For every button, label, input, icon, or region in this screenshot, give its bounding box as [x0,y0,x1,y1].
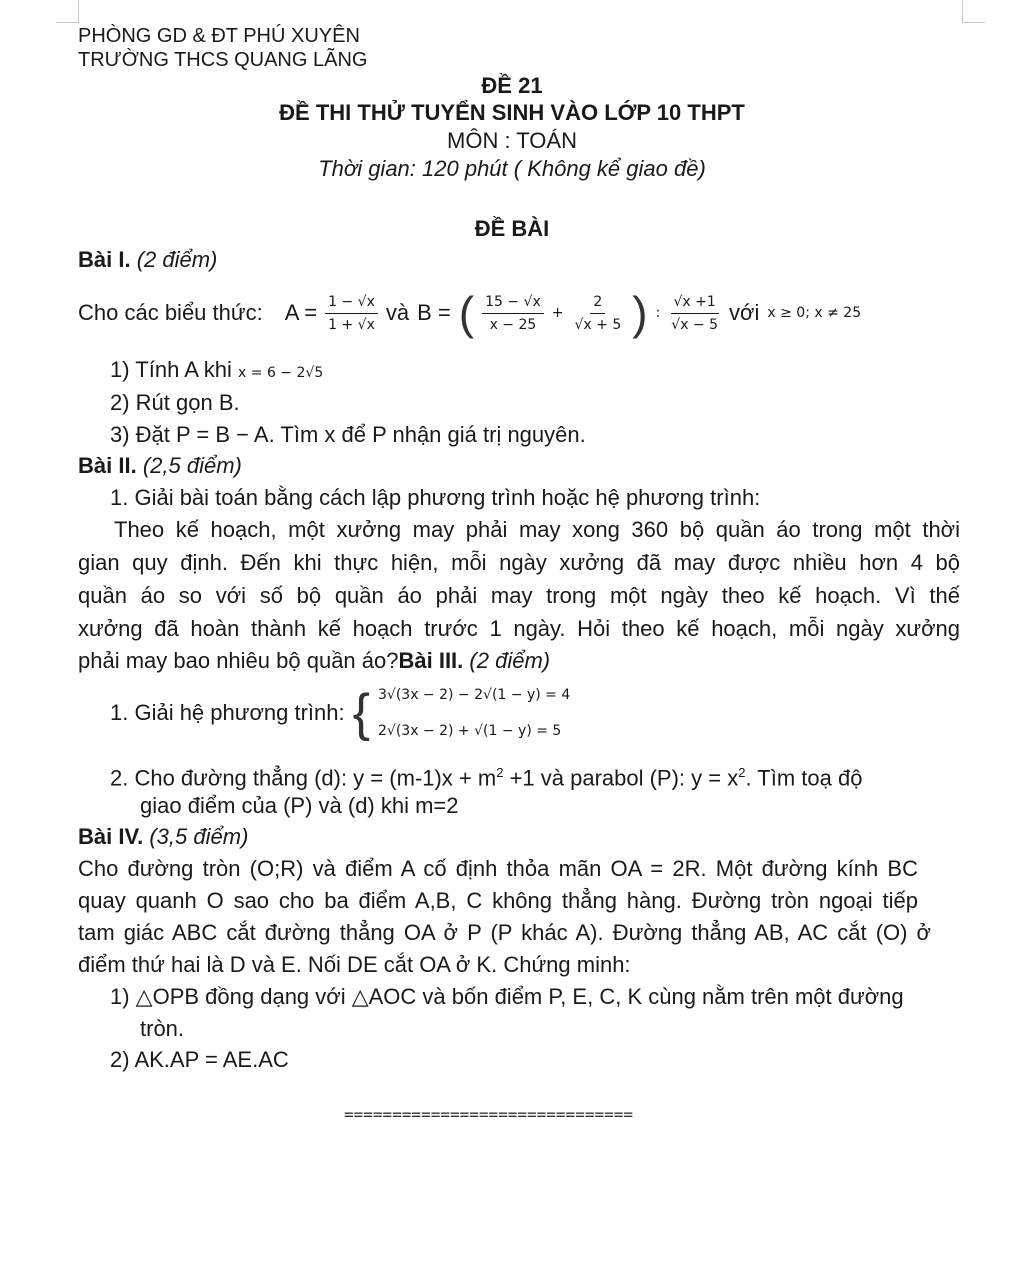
page-corner-mark-right [962,0,985,23]
line-equation-part-a: 2. Cho đường thẳng (d): y = (m-1)x + m [110,765,497,791]
bai4-points: (3,5 điểm) [149,824,249,849]
exponent-m: 2 [496,765,504,780]
with-word: với [729,300,760,325]
bai2-para-line-4: xưởng đã hoàn thành kế hoạch trước 1 ngày. Hỏi theo kế hoạch, mỗi ngày xưởng [78,616,960,641]
b-label: B = [417,300,451,325]
bai4-q1-line2: tròn. [140,1016,185,1041]
bai1-points: (2 điểm) [136,247,218,272]
separator-line: ============================== [344,1105,633,1124]
open-paren: ( [458,287,475,339]
equation-2: 2√(3x − 2) + √(1 − y) = 5 [378,723,562,739]
bai2-points: (2,5 điểm) [142,453,242,478]
bai1-q1-math: x = 6 − 2√5 [238,365,324,381]
b-fraction-3 [668,293,721,334]
and-word: và [385,300,410,325]
bai4-q2: 2) AK.AP = AE.AC [110,1047,289,1072]
b-frac2-numerator: 2 [590,293,605,314]
exam-title: ĐỀ THI THỬ TUYỂN SINH VÀO LỚP 10 THPT [279,100,745,125]
bai3-item2-line1 [110,759,862,792]
bai4-para-line-4: điểm thứ hai là D và E. Nối DE cắt OA ở K. Chứng minh: [78,952,631,977]
bai4-q1-line1: 1) △OPB đồng dạng với △AOC và bốn điểm P, E, C, K cùng nằm trên một đường [110,984,904,1009]
bai4-para-line-2: quay quanh O sao cho ba điểm A,B, C không thẳng hàng. Đường tròn ngoại tiếp [78,888,918,913]
department: PHÒNG GD & ĐT PHÚ XUYÊN [78,25,360,47]
bai1-intro: Cho các biểu thức: [78,300,263,325]
subject: MÔN : TOÁN [447,128,577,153]
bai2-item1: 1. Giải bài toán bằng cách lập phương trình hoặc hệ phương trình: [110,485,761,510]
bai3-item1 [110,680,570,746]
close-paren: ) [632,287,648,339]
page-corner-mark-left [56,0,79,23]
bai2-para-line-1: Theo kế hoạch, một xưởng may phải may xong 360 bộ quần áo trong một thời [114,517,960,542]
exam-number: ĐỀ 21 [481,73,543,98]
bai1-title: Bài I. [78,247,131,272]
a-numerator: 1 − √x [325,293,378,314]
b-frac3-denominator: √x − 5 [671,316,719,333]
b-frac1-denominator: x − 25 [489,316,537,333]
bai3-item2-line2: giao điểm của (P) và (d) khi m=2 [140,793,459,818]
bai1-q1 [110,356,323,387]
bai2-heading [78,452,242,480]
line-equation-part-c: . Tìm toạ độ [745,765,863,791]
plus-sign: + [551,305,564,321]
a-label: A = [284,300,318,325]
bai4-para-line-3: tam giác ABC cắt đường thẳng OA ở P (P khác A). Đường thẳng AB, AC cắt (O) ở [78,920,931,945]
bai2-para-last [78,647,550,675]
bai1-expressions [78,280,861,346]
bai2-para-line-2: gian quy định. Đến khi thực hiện, mỗi ngày xưởng đã may được nhiều hơn 4 bộ [78,550,960,575]
section-title: ĐỀ BÀI [474,216,550,241]
bai2-para-last-text: phải may bao nhiêu bộ quần áo? [78,648,399,673]
bai1-heading [78,246,217,274]
bai1-q2: 2) Rút gọn B. [110,390,240,415]
a-denominator: 1 + √x [328,316,375,333]
condition: x ≥ 0; x ≠ 25 [767,305,862,321]
equation-system [378,681,570,745]
a-fraction [325,293,378,334]
exponent-x: 2 [738,765,746,780]
bai4-para-line-1: Cho đường tròn (O;R) và điểm A cố định thỏa mãn OA = 2R. Một đường kính BC [78,856,918,881]
system-brace: { [352,684,370,742]
b-fraction-1 [482,293,544,334]
b-fraction-2 [572,293,625,334]
bai3-points: (2 điểm) [469,648,551,673]
b-frac2-denominator: √x + 5 [574,316,622,333]
bai3-title: Bài III. [398,648,464,673]
bai1-q3: 3) Đặt P = B − A. Tìm x để P nhận giá trị nguyên. [110,422,586,447]
bai4-heading [78,823,248,851]
bai2-title: Bài II. [78,453,137,478]
bai4-title: Bài IV. [78,824,144,849]
bai1-q1-label: 1) Tính A khi [110,357,232,382]
school: TRƯỜNG THCS QUANG LÃNG [78,49,368,71]
bai3-item1-label: 1. Giải hệ phương trình: [110,700,345,725]
divide-sign: : [655,305,661,321]
b-frac1-numerator: 15 − √x [482,293,544,314]
line-equation-part-b: +1 và parabol (P): y = x [509,765,739,791]
b-frac3-numerator: √x +1 [671,293,719,314]
exam-time: Thời gian: 120 phút ( Không kể giao đề) [318,156,706,181]
equation-1: 3√(3x − 2) − 2√(1 − y) = 4 [378,687,571,703]
bai2-para-line-3: quần áo so với số bộ quần áo phải may trong một ngày theo kế hoạch. Vì thế [78,583,960,608]
